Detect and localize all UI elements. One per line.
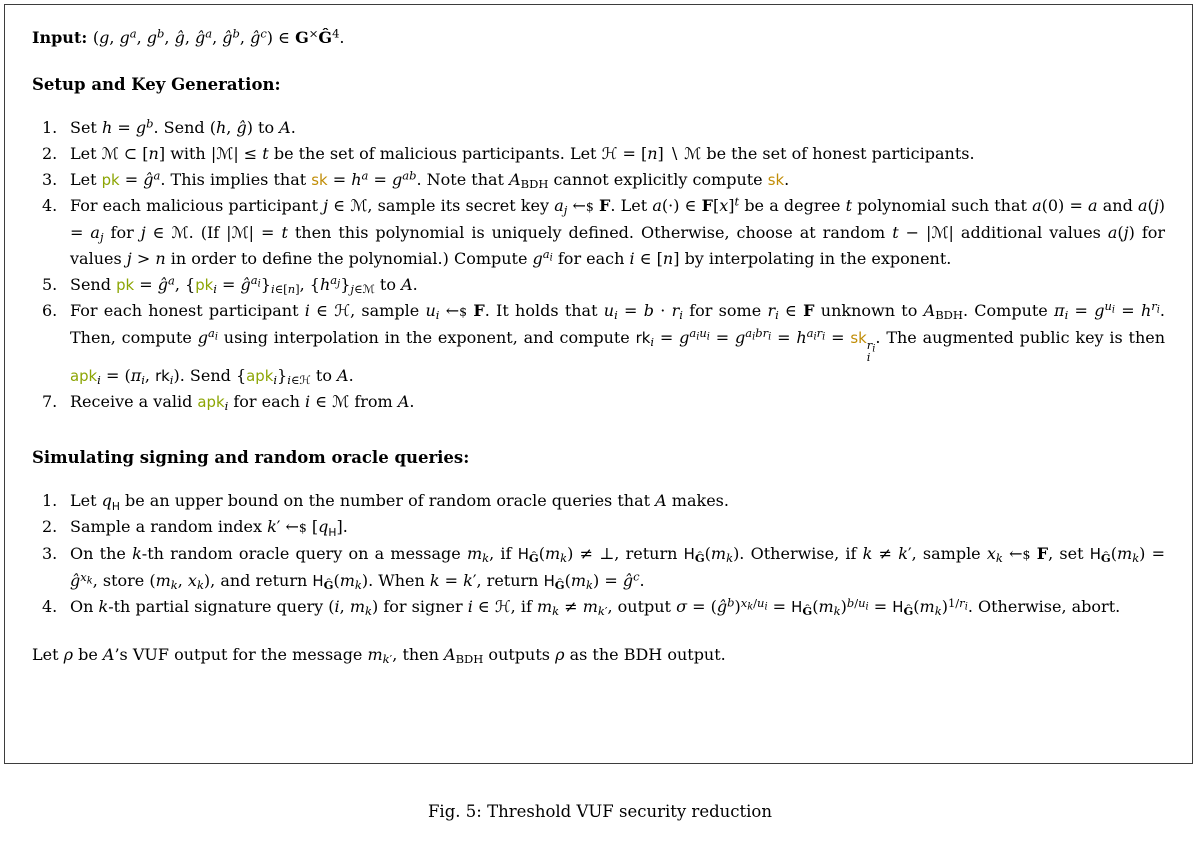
protocol-step <box>42 141 1165 167</box>
step-number: 7. <box>42 392 58 412</box>
step-number: 6. <box>42 301 58 320</box>
section-title-simulation: Simulating signing and random oracle queries: <box>32 448 470 468</box>
step-number: 4. <box>42 597 58 617</box>
protocol-step <box>42 193 1165 272</box>
step-text: For each honest participant i ∈ ℋ, sample $u_i$ ←$ F. It holds that $u_i = b \cdot r_i$ for some $r_i$ ∈ F unknown to $A_{BDH}$. Compute $\pi_i = g^{u_i} = h^{r_i}$. Then, compute $g^{a_i}$ using interpolation in the exponent, and compute $rk_i = g^{a_iu_i} = g^{a_ibr_i} = h^{a_ir_i}$ = sk $r_i$ i . The augmented public key is then $apk_i = (\pi_i$, $rk_i$). Send $\{apk_i\}_{i\in ℋ}$ to A. <box>70 299 1166 388</box>
step-number: 2. <box>42 144 58 163</box>
protocol-figure-box <box>4 4 1193 764</box>
step-text: On the k-th random oracle query on a message $m_k$, if $H_Ĝ(m_k)$ ≠ ⊥, return $H_Ĝ(m_k)$. Otherwise, if k ≠ k′, sample $x_k$ ←$ F, set $H_Ĝ(m_k)$ = $ĝ^{x_k}$, store ($m_k$, $x_k$), and return $H_Ĝ(m_k)$. When k = k′, return $H_Ĝ(m_k)$ = $ĝ^c$. <box>70 544 1166 593</box>
protocol-step <box>42 541 1165 594</box>
step-text: Set $h = g^b$. Send (h, ĝ) to A. <box>70 116 296 137</box>
input-statement: Input: (g, $g^a$, $g^b$, ĝ, $ĝ^a$, $ĝ^b$, $ĝ^c$) ∈ $G^\times Ĝ^4$. <box>32 26 345 47</box>
protocol-step <box>42 488 1165 514</box>
step-number: 3. <box>42 170 58 189</box>
section-title-setup: Setup and Key Generation: <box>32 75 281 94</box>
step-text: For each malicious participant j ∈ ℳ, sample its secret key $a_j$ ←$ F. Let a(·) ∈ $F[x]^t$ be a degree t polynomial such that a(0) = a and $a(j) = a_j$ for j ∈ ℳ. (If |ℳ| = t then this polynomial is uniquely defined. Otherwise, choose at random t − |ℳ| additional values a(j) for values j > n in order to define the polynomial.) Compute $g^{a_i}$ for each i ∈ [n] by interpolating in the exponent. <box>70 194 1166 268</box>
step-number: 3. <box>42 544 58 564</box>
step-text: Sample a random index k′ ←$ $[q_H]$. <box>70 517 348 539</box>
protocol-step <box>42 594 1165 620</box>
step-text: On k-th partial signature query (i, $m_k$) for signer i ∈ ℋ, if $m_k \ne m_{k'}$, output $\sigma = (ĝ^b)^{x_k/u_i} = H_Ĝ(m_k)^{b/u_i} = H_Ĝ(m_k)^{1/r_i}$. Otherwise, abort. <box>70 595 1121 619</box>
step-number: 1. <box>42 118 58 137</box>
protocol-step <box>42 167 1165 193</box>
step-number: 2. <box>42 517 58 537</box>
step-text: Receive a valid apk$_i$ for each i ∈ ℳ from A. <box>70 392 415 414</box>
step-number: 1. <box>42 491 58 511</box>
step-text: Let $q_H$ be an upper bound on the number of random oracle queries that A makes. <box>70 491 729 513</box>
closing-statement: Let ρ be A’s VUF output for the message $m_{k'}$, then $A_{BDH}$ outputs ρ as the BDH output. <box>32 645 726 667</box>
simulation-steps-list <box>42 488 1165 620</box>
protocol-step <box>42 389 1165 415</box>
step-number: 4. <box>42 196 58 215</box>
protocol-step <box>42 115 1165 141</box>
step-text: Let pk = $ĝ^a$. This implies that sk = $h^a = g^{ab}$. Note that $A_{BDH}$ cannot explicitly compute sk. <box>70 168 790 192</box>
protocol-step <box>42 298 1165 389</box>
step-text: Send pk = $ĝ^a$, {$pk_i$ = $ĝ^{a_i}\}_{i\in[n]}$, $\{h^{a_j}\}_{j\in ℳ}$ to A. <box>70 273 418 297</box>
step-number: 5. <box>42 275 58 294</box>
figure-caption: Fig. 5: Threshold VUF security reduction <box>427 802 772 821</box>
protocol-step <box>42 272 1165 298</box>
protocol-step <box>42 514 1165 541</box>
step-text: Let ℳ ⊂ [n] with |ℳ| ≤ t be the set of malicious participants. Let ℋ = [n] ∖ ℳ be the set of honest participants. <box>70 144 975 163</box>
setup-steps-list <box>42 115 1165 415</box>
